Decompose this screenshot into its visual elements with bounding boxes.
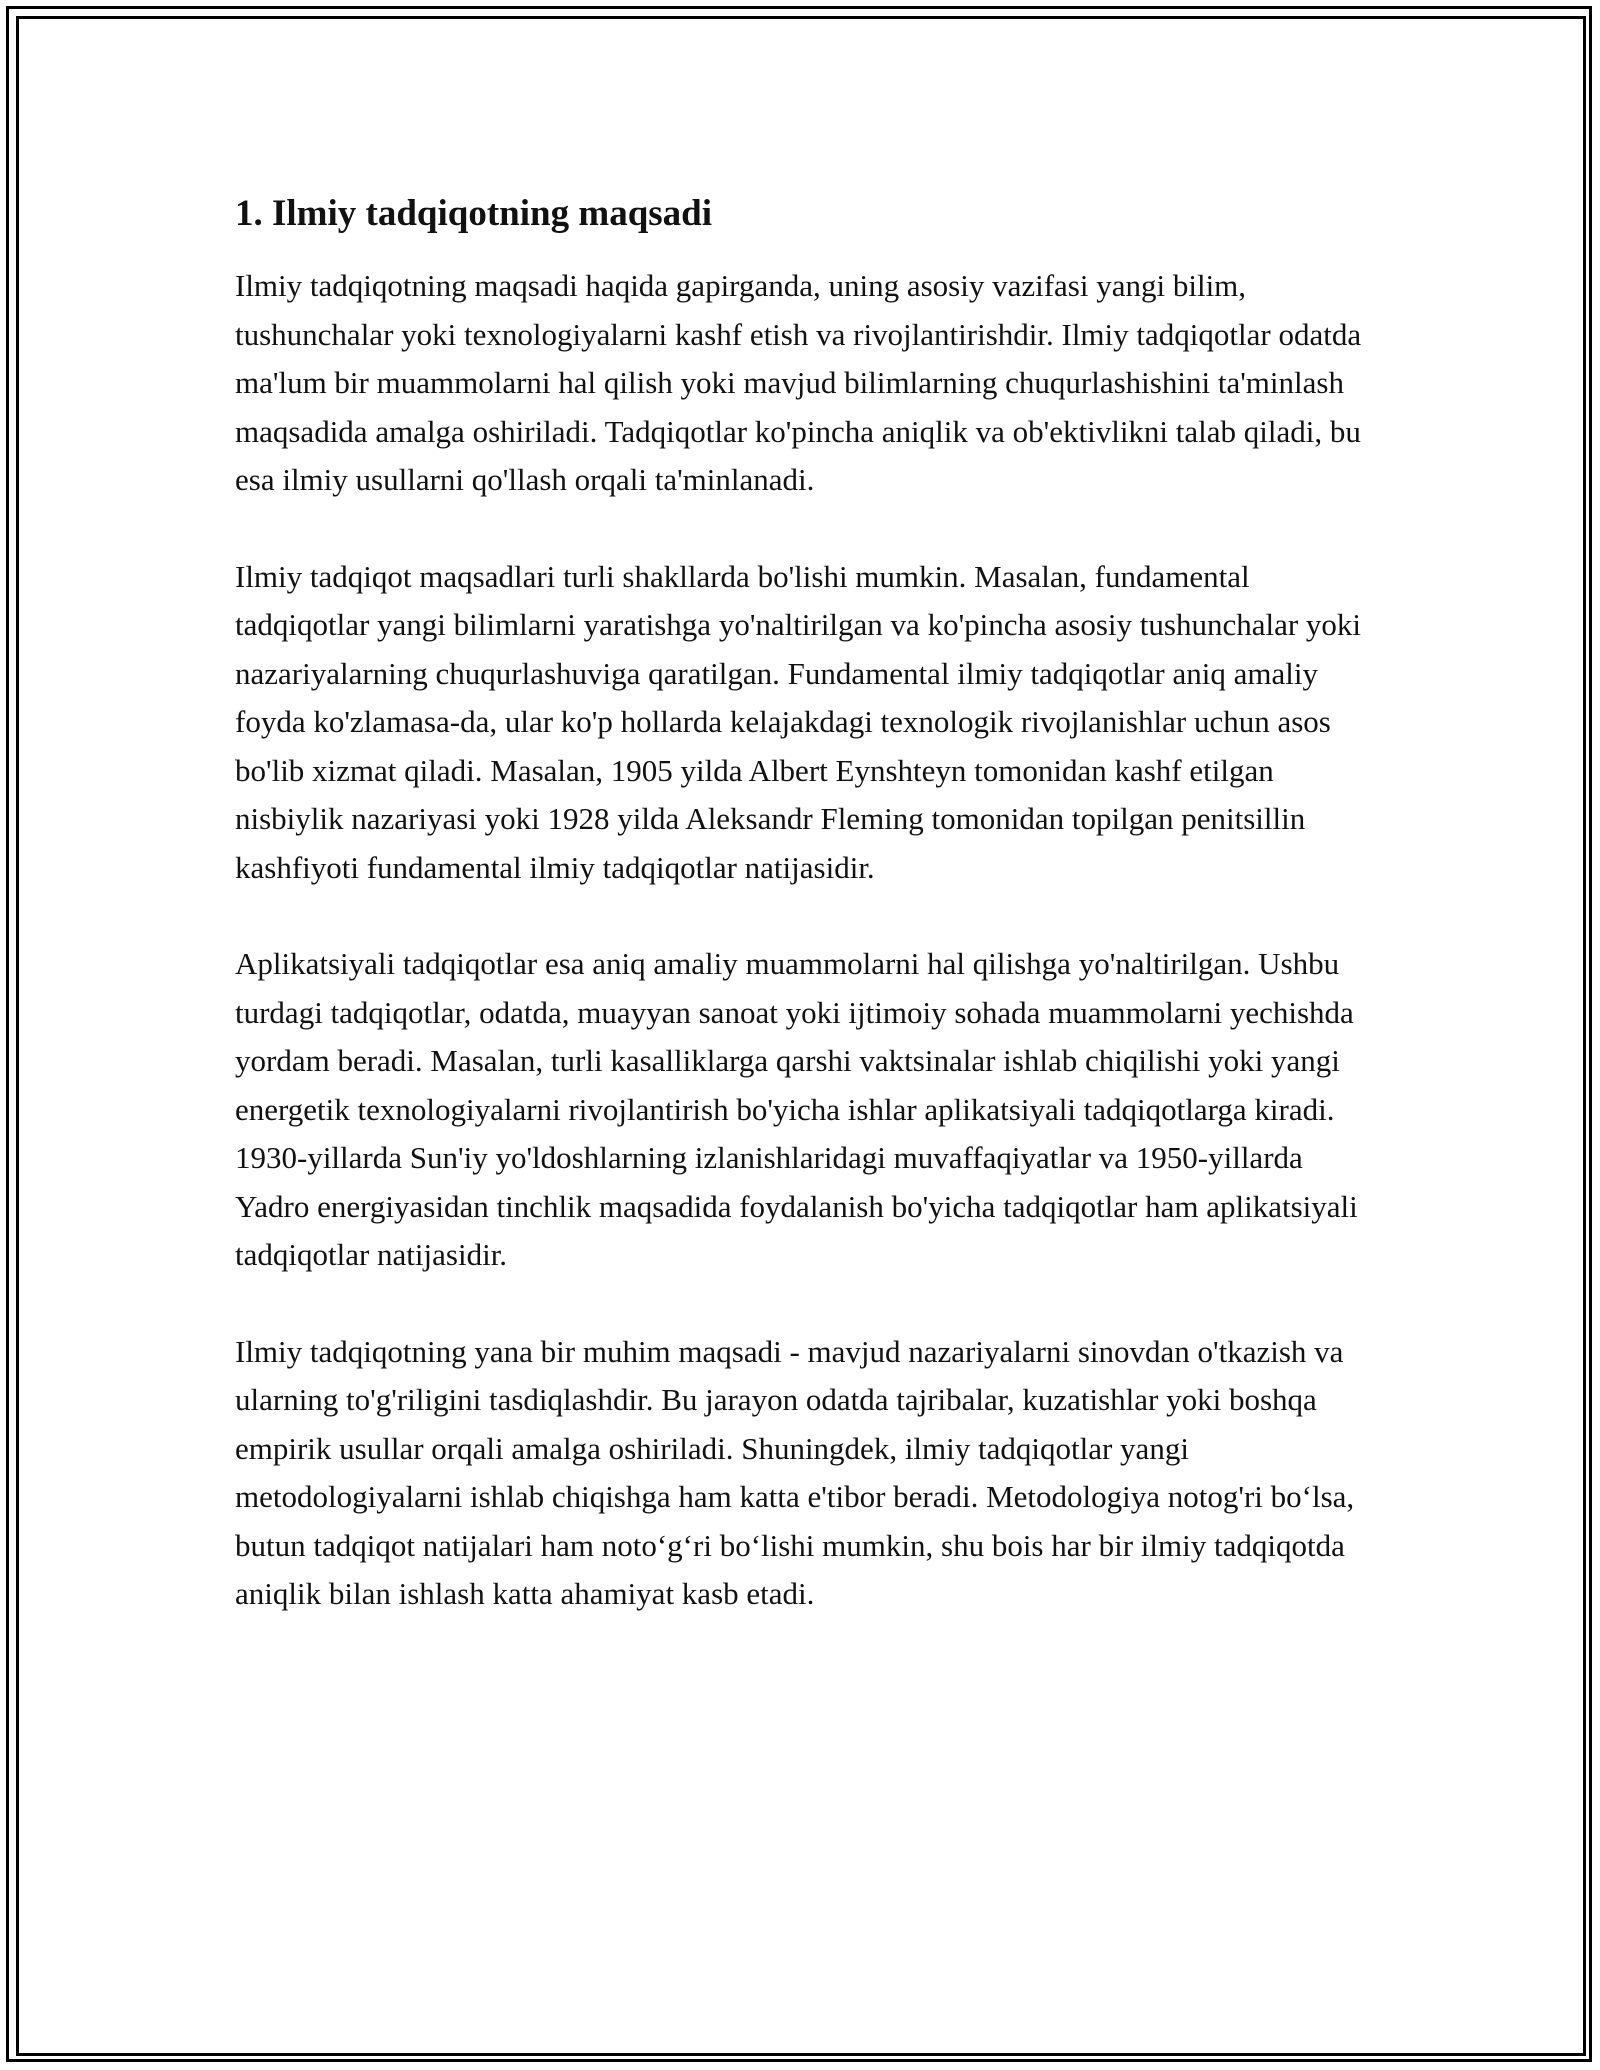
paragraph-3: Aplikatsiyali tadqiqotlar esa aniq amaliy muammolarni hal qilishga yo'naltirilgan. Ushbu turdagi tadqiqotlar, odatda, muayyan sanoat yoki ijtimoiy sohada muammolarni yechishda yordam beradi. Masalan, turli kasalliklarga qarshi vaktsinalar ishlab chiqilishi yoki yangi energetik texnologiyalarni rivojlantirish bo'yicha ishlar aplikatsiyali tadqiqotlarga kiradi. 1930-yillarda Sun'iy yo'ldoshlarning izlanishlaridagi muvaffaqiyatlar va 1950-yillarda Yadro energiyasidan tinchlik maqsadida foydalanish bo'yicha tadqiqotlar ham aplikatsiyali tadqiqotlar natijasidir. bbox=[235, 946, 1358, 1272]
document-body bbox=[235, 188, 1375, 1667]
paragraph-4: Ilmiy tadqiqotning yana bir muhim maqsadi - mavjud nazariyalarni sinovdan o'tkazish va ularning to'g'riligini tasdiqlashdir. Bu jarayon odatda tajribalar, kuzatishlar yoki boshqa empirik usullar orqali amalga oshiriladi. Shuningdek, ilmiy tadqiqotlar yangi metodologiyalarni ishlab chiqishga ham katta e'tibor beradi. Metodologiya notog'ri bo‘lsa, butun tadqiqot natijalari ham noto‘g‘ri bo‘lishi mumkin, shu bois har bir ilmiy tadqiqotda aniqlik bilan ishlash katta ahamiyat kasb etadi. bbox=[235, 1333, 1355, 1611]
section-heading: 1. Ilmiy tadqiqotning maqsadi bbox=[235, 193, 713, 234]
paragraph-2: Ilmiy tadqiqot maqsadlari turli shakllarda bo'lishi mumkin. Masalan, fundamental tadqiqotlar yangi bilimlarni yaratishga yo'naltirilgan va ko'pincha asosiy tushunchalar yoki nazariyalarning chuqurlashuviga qaratilgan. Fundamental ilmiy tadqiqotlar aniq amaliy foyda ko'zlamasa-da, ular ko'p hollarda kelajakdagi texnologik rivojlanishlar uchun asos bo'lib xizmat qiladi. Masalan, 1905 yilda Albert Eynshteyn tomonidan kashf etilgan nisbiylik nazariyasi yoki 1928 yilda Aleksandr Fleming tomonidan topilgan penitsillin kashfiyoti fundamental ilmiy tadqiqotlar natijasidir. bbox=[235, 558, 1362, 885]
paragraph-1: Ilmiy tadqiqotning maqsadi haqida gapirganda, uning asosiy vazifasi yangi bilim, tushunchalar yoki texnologiyalarni kashf etish va rivojlantirishdir. Ilmiy tadqiqotlar odatda ma'lum bir muammolarni hal qilish yoki mavjud bilimlarning chuqurlashishini ta'minlash maqsadida amalga oshiriladi. Tadqiqotlar ko'pincha aniqlik va ob'ektivlikni talab qiladi, bu esa ilmiy usullarni qo'llash orqali ta'minlanadi. bbox=[235, 268, 1362, 497]
